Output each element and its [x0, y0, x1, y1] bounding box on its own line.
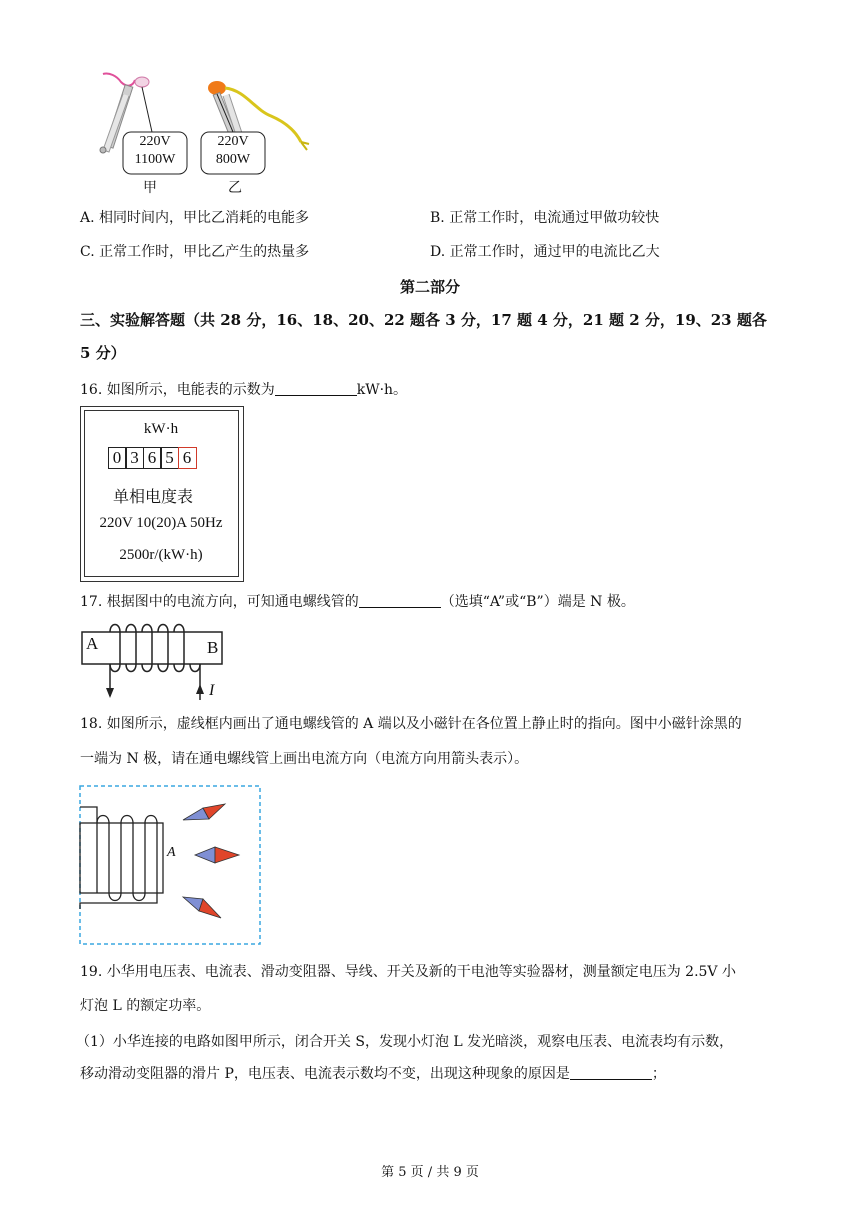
q18-label-a: A — [167, 845, 176, 860]
q17-label-b: B — [207, 638, 219, 657]
section-title-line1: 三、实验解答题（共 28 分，16、18、20、22 题各 3 分，17 题 4 分，21 题 2 分，19、23 题各 — [80, 311, 767, 329]
compass-needle-top-icon — [183, 804, 225, 820]
heater-yi-rating — [201, 133, 265, 169]
option-a: A. 相同时间内，甲比乙消耗的电能多 — [80, 210, 310, 226]
meter-unit: kW·h — [143, 421, 179, 437]
meter-constant: 2500r/(kW·h) — [119, 547, 203, 563]
q19-line1: 19. 小华用电压表、电流表、滑动变阻器、导线、开关及新的干电池等实验器材，测量额定电压为 2.5V 小 — [80, 964, 736, 980]
q17-text — [80, 592, 635, 612]
compass-needle-middle-icon — [195, 847, 239, 863]
option-c: C. 正常工作时，甲比乙产生的热量多 — [80, 244, 310, 260]
energy-meter — [80, 406, 244, 582]
q17-suffix: （选填“A”或“B”）端是 N 极。 — [440, 594, 635, 610]
heater-yi-voltage: 220V — [217, 134, 249, 149]
q16-answer-blank[interactable] — [275, 381, 357, 396]
heater-jia-voltage: 220V — [139, 134, 171, 149]
q19-answer-blank[interactable] — [570, 1065, 652, 1080]
heater-jia-label: 甲 — [143, 180, 157, 196]
q19-sub1-text: 移动滑动变阻器的滑片 P，电压表、电流表示数均不变，出现这种现象的原因是 — [80, 1066, 570, 1082]
q16-text — [80, 380, 407, 400]
q17-label-a: A — [86, 634, 99, 653]
q16-prefix: 16. 如图所示，电能表的示数为 — [80, 382, 275, 398]
meter-name: 单相电度表 — [112, 489, 193, 506]
solenoid-17-figure — [80, 622, 240, 704]
q19-sub1-line2 — [80, 1064, 666, 1084]
section-title-line2: 5 分） — [80, 344, 126, 362]
meter-digits — [109, 447, 197, 469]
q19-sub1-end: ； — [651, 1066, 666, 1082]
q17-prefix: 17. 根据图中的电流方向，可知通电螺线管的 — [80, 594, 359, 610]
page-footer: 第 5 页 / 共 9 页 — [381, 1165, 479, 1180]
q19-line2: 灯泡 L 的额定功率。 — [80, 998, 211, 1014]
meter-digit: 5 — [160, 447, 179, 469]
meter-digit-red: 6 — [178, 447, 197, 469]
meter-digit: 3 — [125, 447, 144, 469]
meter-digit: 0 — [108, 447, 127, 469]
q18-line2: 一端为 N 极，请在通电螺线管上画出电流方向（电流方向用箭头表示）。 — [80, 751, 529, 767]
meter-spec: 220V 10(20)A 50Hz — [99, 515, 223, 531]
option-b: B. 正常工作时，电流通过甲做功较快 — [430, 210, 660, 226]
heater-jia-power: 1100W — [134, 152, 176, 167]
heater-yi-power: 800W — [215, 152, 251, 167]
solenoid-18-figure — [79, 785, 261, 945]
q19-sub1-line1: （1）小华连接的电路如图甲所示，闭合开关 S，发现小灯泡 L 发光暗淡，观察电压表、电流表均有示数， — [76, 1034, 734, 1050]
q16-suffix: kW·h。 — [356, 382, 408, 398]
q17-label-i: I — [209, 682, 215, 699]
part-title: 第二部分 — [399, 278, 460, 296]
heater-jia-rating — [123, 133, 187, 169]
compass-needle-bottom-icon — [183, 897, 221, 918]
option-d: D. 正常工作时，通过甲的电流比乙大 — [430, 244, 660, 260]
q17-answer-blank[interactable] — [359, 593, 441, 608]
heater-yi-label: 乙 — [228, 180, 242, 196]
q18-line1: 18. 如图所示，虚线框内画出了通电螺线管的 A 端以及小磁针在各位置上静止时的指向。图中小磁针涂黑的 — [80, 716, 742, 732]
meter-digit: 6 — [143, 447, 162, 469]
